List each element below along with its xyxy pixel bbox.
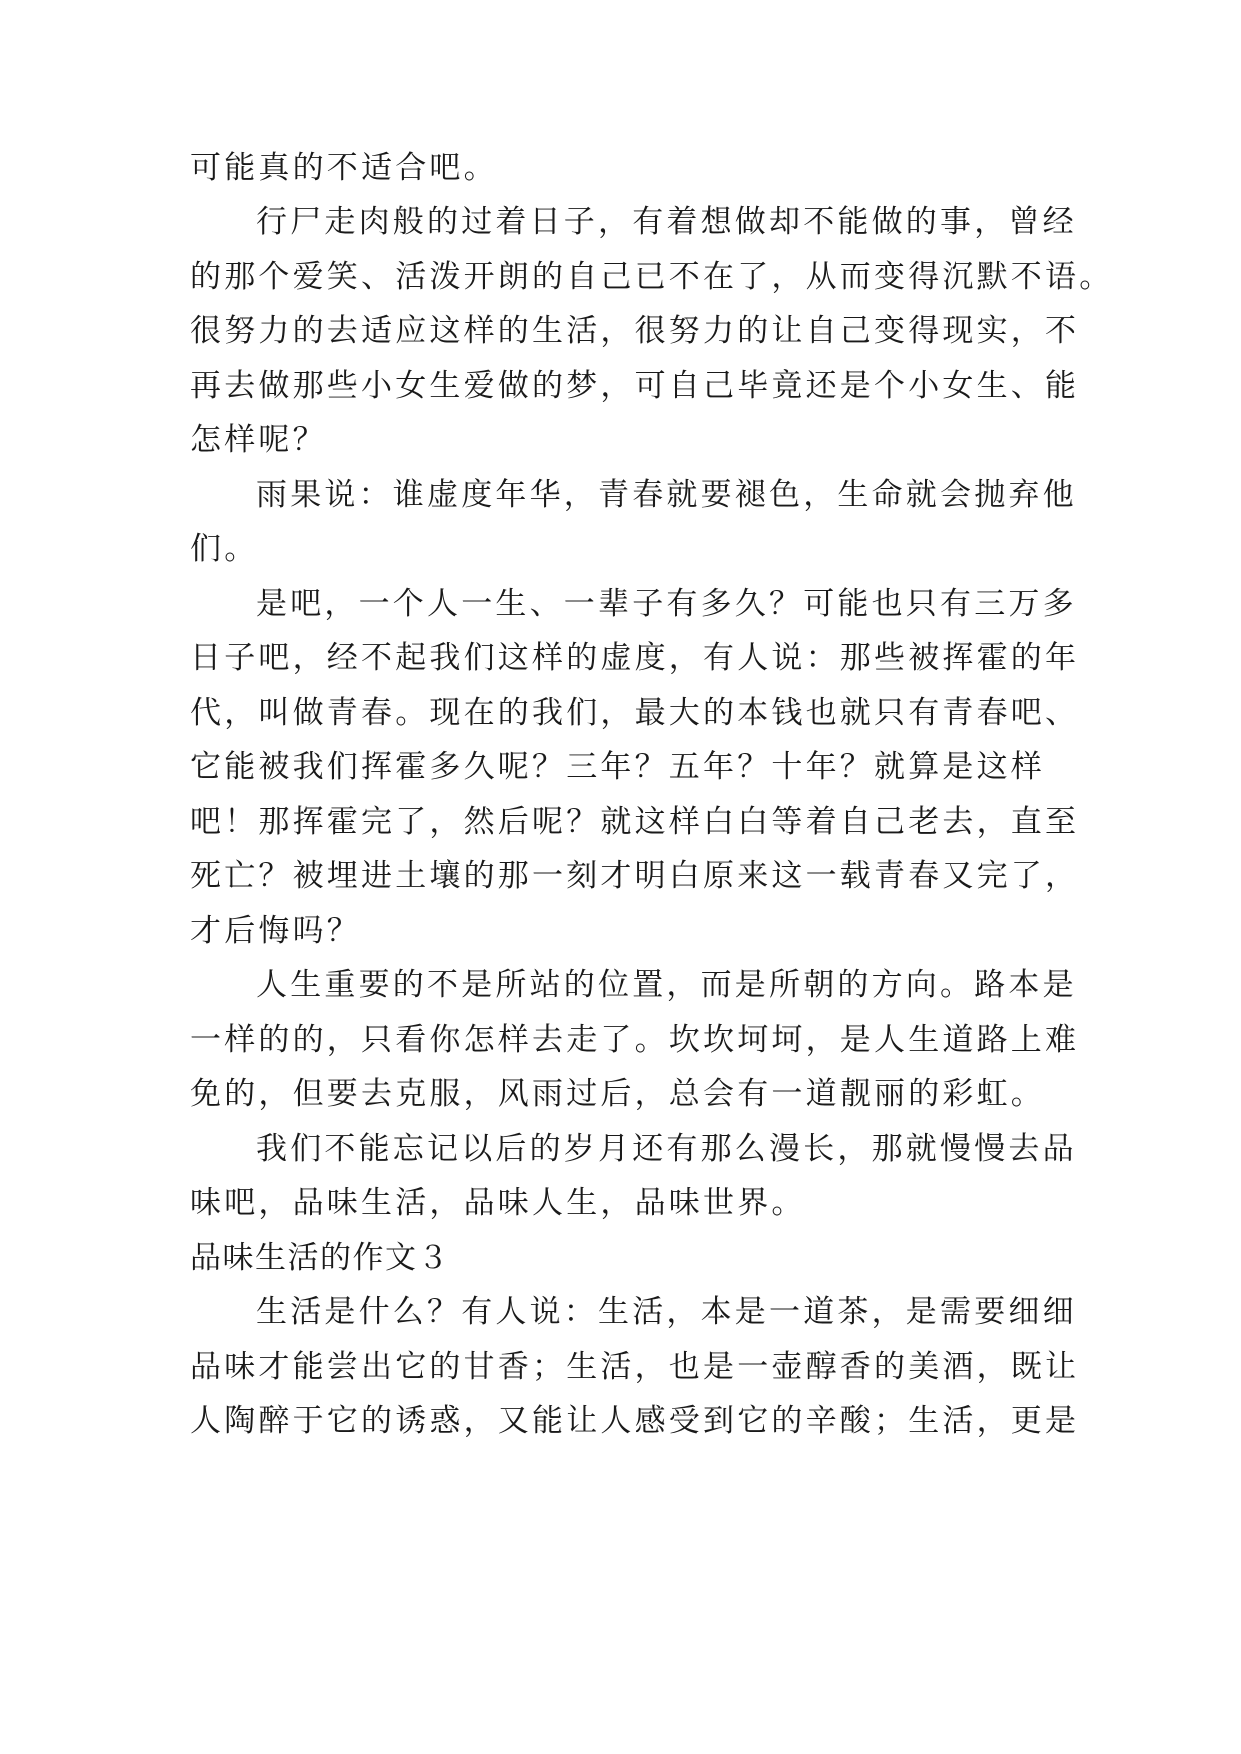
paragraph-line: 可能真的不适合吧。: [190, 150, 498, 186]
paragraph-line: 行尸走肉般的过着日子，有着想做却不能做的事，曾经: [256, 204, 1077, 240]
paragraph-line: 日子吧，经不起我们这样的虚度，有人说：那些被挥霍的年: [190, 640, 1080, 676]
paragraph-line: 怎样呢？: [190, 422, 327, 458]
paragraph-line: 品味才能尝出它的甘香；生活，也是一壶醇香的美酒，既让: [190, 1349, 1080, 1385]
paragraph-line: 我们不能忘记以后的岁月还有那么漫长，那就慢慢去品: [256, 1131, 1077, 1167]
paragraph-line: 一样的的，只看你怎样去走了。坎坎坷坷，是人生道路上难: [190, 1022, 1080, 1058]
paragraph-line: 死亡？被埋进土壤的那一刻才明白原来这一载青春又完了，: [190, 858, 1080, 894]
paragraph-line: 才后悔吗？: [190, 913, 361, 949]
paragraph-line: 吧！那挥霍完了，然后呢？就这样白白等着自己老去，直至: [190, 804, 1080, 840]
paragraph-line: 很努力的去适应这样的生活，很努力的让自己变得现实，不: [190, 313, 1080, 349]
paragraph-line: 味吧，品味生活，品味人生，品味世界。: [190, 1185, 806, 1221]
paragraph-line: 代，叫做青春。现在的我们，最大的本钱也就只有青春吧、: [190, 695, 1080, 731]
paragraph-line: 再去做那些小女生爱做的梦，可自己毕竟还是个小女生、能: [190, 368, 1080, 404]
paragraph-line: 生活是什么？有人说：生活，本是一道茶，是需要细细: [256, 1294, 1077, 1330]
paragraph-line: 雨果说：谁虚度年华，青春就要褪色，生命就会抛弃他: [256, 477, 1077, 513]
paragraph-line: 它能被我们挥霍多久呢？三年？五年？十年？就算是这样: [190, 749, 1045, 785]
paragraph-line: 免的，但要去克服，风雨过后，总会有一道靓丽的彩虹。: [190, 1076, 1045, 1112]
paragraph-line: 们。: [190, 531, 259, 567]
section-heading: 品味生活的作文３: [190, 1240, 450, 1276]
paragraph-line: 的那个爱笑、活泼开朗的自己已不在了，从而变得沉默不语。: [190, 259, 1114, 295]
paragraph-line: 是吧，一个人一生、一辈子有多久？可能也只有三万多: [256, 586, 1077, 622]
paragraph-line: 人生重要的不是所站的位置，而是所朝的方向。路本是: [256, 967, 1077, 1003]
paragraph-line: 人陶醉于它的诱惑，又能让人感受到它的辛酸；生活，更是: [190, 1403, 1080, 1439]
